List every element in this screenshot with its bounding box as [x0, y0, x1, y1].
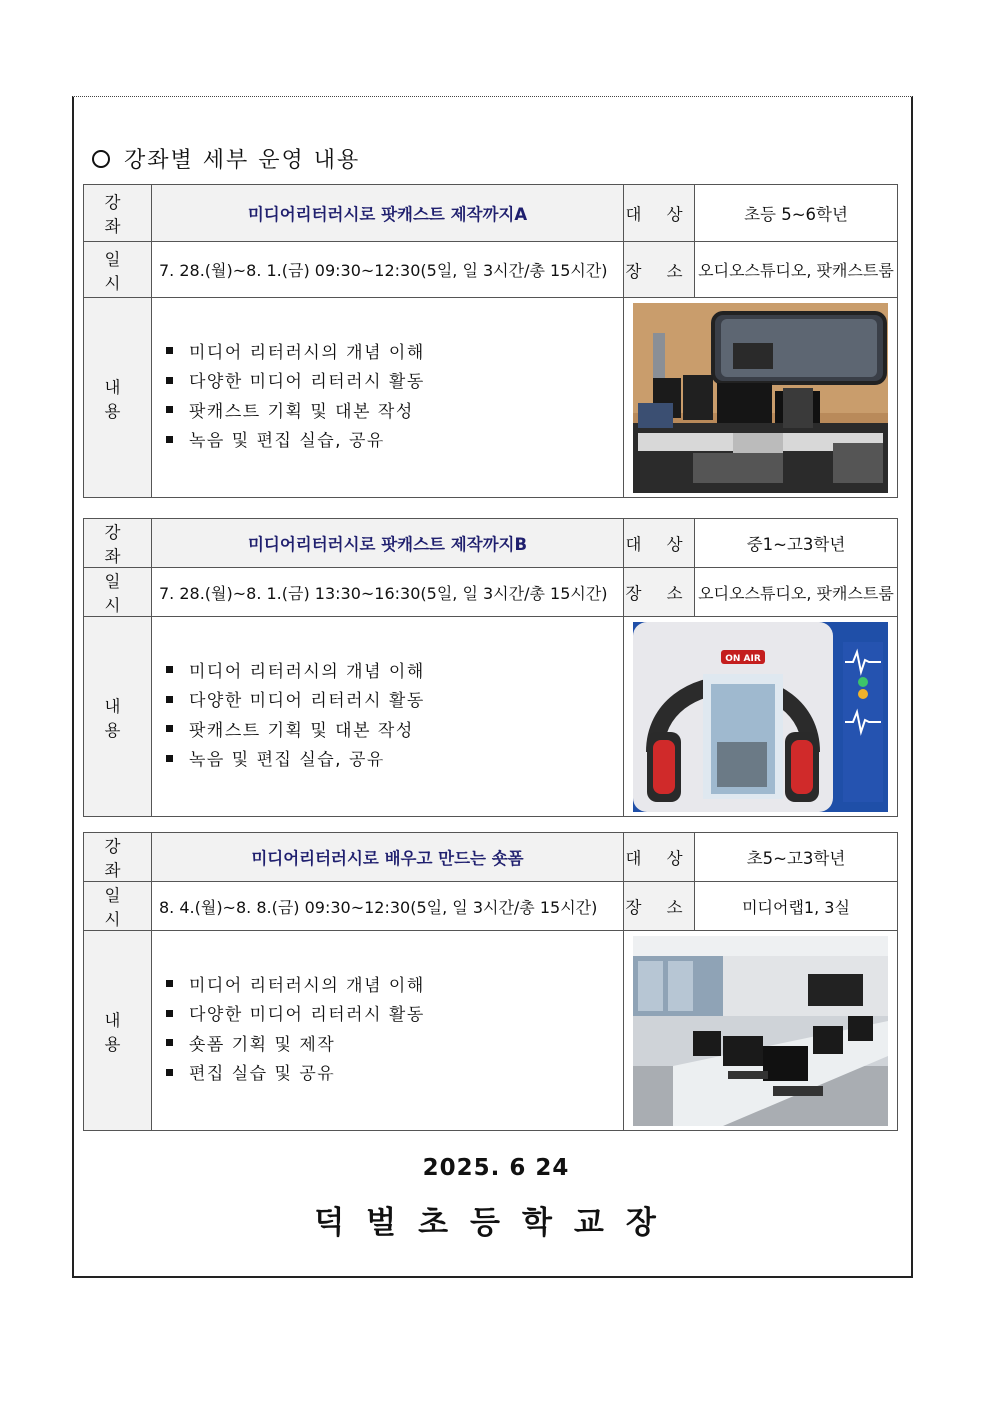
course-photo-cell — [624, 617, 898, 817]
target-label: 대 상 — [624, 519, 695, 568]
course-label: 강 좌 — [84, 185, 152, 242]
schedule-label: 일 시 — [84, 568, 152, 617]
course-target: 초등 5~6학년 — [695, 185, 898, 242]
course-label: 강 좌 — [84, 833, 152, 882]
course-table-2 — [83, 518, 898, 817]
list-item: 미디어 리터러시의 개념 이해 — [166, 339, 623, 369]
list-item: 다양한 미디어 리터러시 활동 — [166, 687, 623, 717]
schedule-label: 일 시 — [84, 242, 152, 298]
content-label: 내 용 — [84, 617, 152, 817]
course-target: 중1~고3학년 — [695, 519, 898, 568]
audio-studio-photo — [633, 303, 888, 493]
course-content — [152, 617, 624, 817]
venue-label: 장 소 — [624, 568, 695, 617]
venue-label: 장 소 — [624, 242, 695, 298]
list-item: 녹음 및 편집 실습, 공유 — [166, 427, 623, 457]
course-schedule: 7. 28.(월)~8. 1.(금) 13:30~16:30(5일, 일 3시간/총 15시간) — [152, 568, 624, 617]
course-table-3 — [83, 832, 898, 1131]
course-venue: 미디어랩1, 3실 — [695, 882, 898, 931]
course-photo-cell — [624, 931, 898, 1131]
section-heading — [92, 143, 360, 174]
section-heading-text: 강좌별 세부 운영 내용 — [124, 148, 361, 173]
course-schedule: 7. 28.(월)~8. 1.(금) 09:30~12:30(5일, 일 3시간/총 15시간) — [152, 242, 624, 298]
course-photo-cell — [624, 298, 898, 498]
venue-label: 장 소 — [624, 882, 695, 931]
list-item: 다양한 미디어 리터러시 활동 — [166, 1001, 623, 1031]
course-content — [152, 298, 624, 498]
course-target: 초5~고3학년 — [695, 833, 898, 882]
content-label: 내 용 — [84, 298, 152, 498]
on-air-sign: ON AIR — [725, 653, 761, 664]
media-lab-photo — [633, 936, 888, 1126]
list-item: 미디어 리터러시의 개념 이해 — [166, 658, 623, 688]
podcast-room-photo — [633, 622, 888, 812]
content-label: 내 용 — [84, 931, 152, 1131]
issuer-name: 덕벌초등학교장 — [314, 1205, 678, 1241]
list-item: 다양한 미디어 리터러시 활동 — [166, 368, 623, 398]
course-venue: 오디오스튜디오, 팟캐스트룸 — [695, 568, 898, 617]
circle-bullet-icon — [92, 150, 110, 168]
course-title: 미디어리터러시로 팟캐스트 제작까지A — [152, 185, 624, 242]
course-title: 미디어리터러시로 팟캐스트 제작까지B — [152, 519, 624, 568]
list-item: 미디어 리터러시의 개념 이해 — [166, 972, 623, 1002]
course-table-1 — [83, 184, 898, 498]
content-list — [152, 339, 623, 457]
list-item: 팟캐스트 기획 및 대본 작성 — [166, 398, 623, 428]
course-schedule: 8. 4.(월)~8. 8.(금) 09:30~12:30(5일, 일 3시간/총 15시간) — [152, 882, 624, 931]
list-item: 편집 실습 및 공유 — [166, 1060, 623, 1090]
content-list — [152, 972, 623, 1090]
issue-date: 2025. 6 24 — [422, 1155, 570, 1181]
list-item: 숏폼 기획 및 제작 — [166, 1031, 623, 1061]
target-label: 대 상 — [624, 185, 695, 242]
list-item: 팟캐스트 기획 및 대본 작성 — [166, 717, 623, 747]
target-label: 대 상 — [624, 833, 695, 882]
list-item: 녹음 및 편집 실습, 공유 — [166, 746, 623, 776]
course-title: 미디어리터러시로 배우고 만드는 숏폼 — [152, 833, 624, 882]
content-list — [152, 658, 623, 776]
schedule-label: 일 시 — [84, 882, 152, 931]
course-content — [152, 931, 624, 1131]
course-venue: 오디오스튜디오, 팟캐스트룸 — [695, 242, 898, 298]
course-label: 강 좌 — [84, 519, 152, 568]
